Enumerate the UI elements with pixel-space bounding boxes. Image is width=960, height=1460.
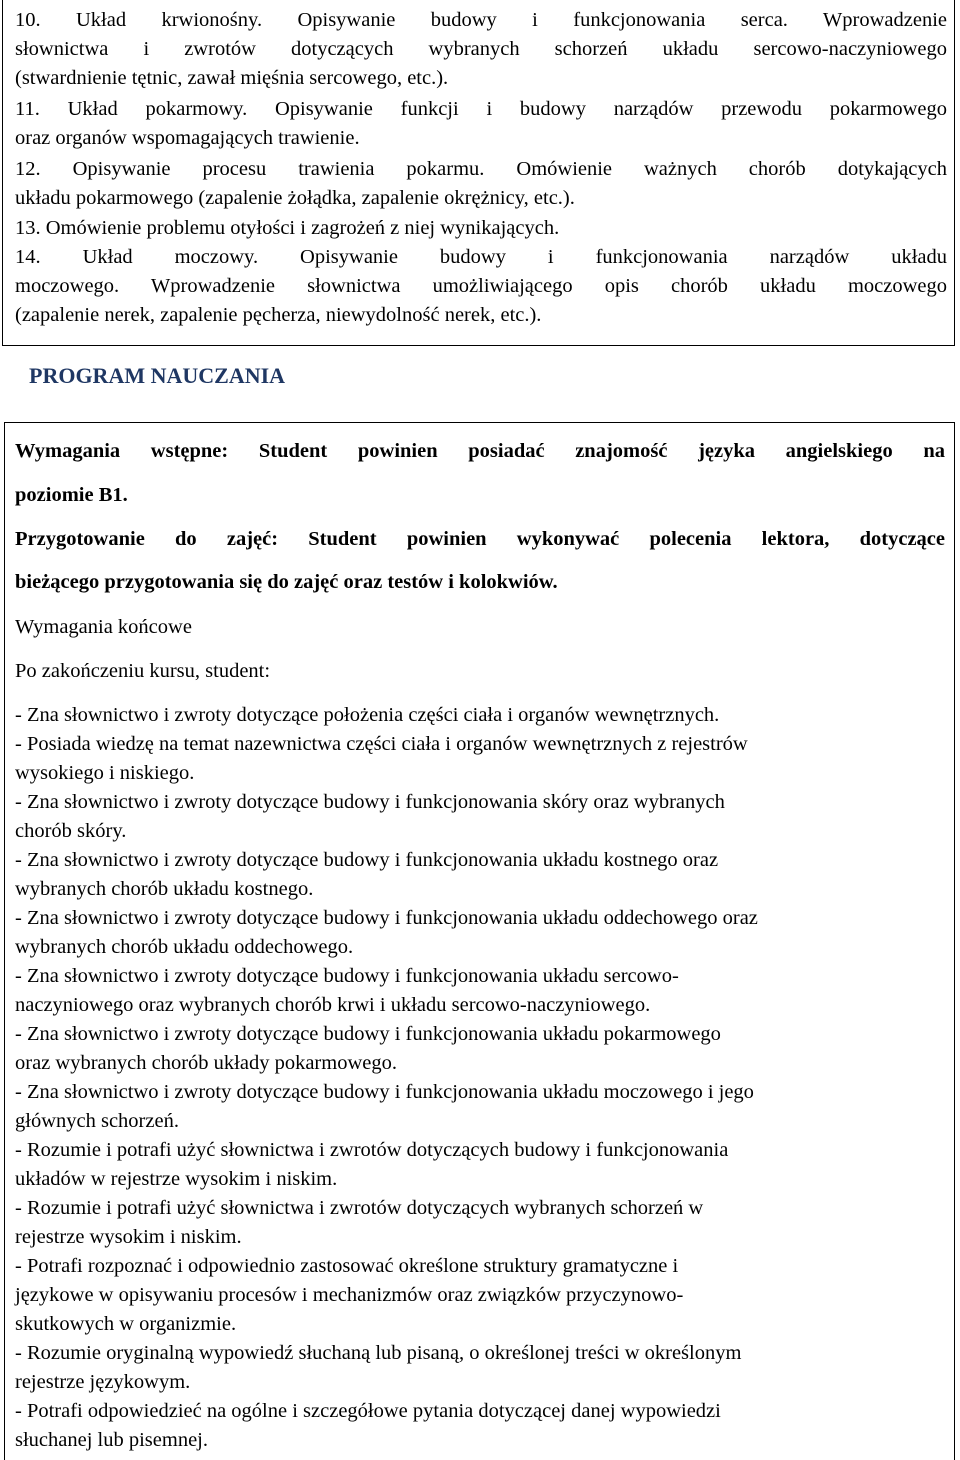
- final-requirements-title: Wymagania końcowe: [15, 616, 192, 638]
- outcome-line: - Rozumie i potrafi użyć słownictwa i zwrotów dotyczących budowy i funkcjonowania: [15, 1139, 729, 1161]
- requirement-line: poziomie B1.: [15, 484, 128, 506]
- section-heading: PROGRAM NAUCZANIA: [29, 363, 286, 388]
- outcome-line: - Zna słownictwo i zwroty dotyczące budowy i funkcjonowania układu moczowego i jego: [15, 1081, 754, 1103]
- outcome-line: naczyniowego oraz wybranych chorób krwi i układu sercowo-naczyniowego.: [15, 994, 651, 1016]
- outcome-line: językowe w opisywaniu procesów i mechanizmów oraz związków przyczynowo-: [15, 1284, 684, 1306]
- topic-line: (stwardnienie tętnic, zawał mięśnia sercowego, etc.).: [15, 67, 449, 89]
- outcome-line: wybranych chorób układu oddechowego.: [15, 936, 354, 958]
- outcome-line: słuchanej lub pisemnej.: [15, 1429, 208, 1451]
- requirement-line: bieżącego przygotowania się do zajęć oraz testów i kolokwiów.: [15, 571, 558, 593]
- requirements-box: [4, 422, 955, 1460]
- topic-line: 13. Omówienie problemu otyłości i zagrożeń z niej wynikających.: [15, 217, 560, 239]
- topic-line: 11. Układ pokarmowy. Opisywanie funkcji i budowy narządów przewodu pokarmowego: [15, 98, 947, 120]
- topic-line: moczowego. Wprowadzenie słownictwa umożliwiającego opis chorób układu moczowego: [15, 275, 947, 297]
- topic-line: układu pokarmowego (zapalenie żołądka, zapalenie okrężnicy, etc.).: [15, 187, 575, 209]
- outcome-line: skutkowych w organizmie.: [15, 1313, 237, 1335]
- outcome-line: chorób skóry.: [15, 820, 127, 842]
- outcome-line: wysokiego i niskiego.: [15, 762, 195, 784]
- requirement-line: Wymagania wstępne: Student powinien posiadać znajomość języka angielskiego na: [15, 440, 945, 462]
- outcome-line: - Posiada wiedzę na temat nazewnictwa części ciała i organów wewnętrznych z rejestrów: [15, 733, 748, 755]
- outcome-line: układów w rejestrze wysokim i niskim.: [15, 1168, 338, 1190]
- outcome-line: - Zna słownictwo i zwroty dotyczące położenia części ciała i organów wewnętrznych.: [15, 704, 720, 726]
- outcome-line: - Rozumie oryginalną wypowiedź słuchaną lub pisaną, o określonej treści w określonym: [15, 1342, 742, 1364]
- outcome-line: - Zna słownictwo i zwroty dotyczące budowy i funkcjonowania układu pokarmowego: [15, 1023, 721, 1045]
- course-outcome-intro: Po zakończeniu kursu, student:: [15, 660, 271, 682]
- outcome-line: rejestrze językowym.: [15, 1371, 191, 1393]
- outcome-line: oraz wybranych chorób układy pokarmowego.: [15, 1052, 397, 1074]
- topic-line: słownictwa i zwrotów dotyczących wybranych schorzeń układu sercowo-naczyniowego: [15, 38, 947, 60]
- outcome-line: rejestrze wysokim i niskim.: [15, 1226, 242, 1248]
- outcome-line: - Zna słownictwo i zwroty dotyczące budowy i funkcjonowania skóry oraz wybranych: [15, 791, 725, 813]
- outcome-line: - Potrafi rozpoznać i odpowiednio zastosować określone struktury gramatyczne i: [15, 1255, 679, 1277]
- topic-line: oraz organów wspomagających trawienie.: [15, 127, 360, 149]
- outcome-line: - Zna słownictwo i zwroty dotyczące budowy i funkcjonowania układu kostnego oraz: [15, 849, 719, 871]
- outcome-line: głównych schorzeń.: [15, 1110, 179, 1132]
- requirement-line: Przygotowanie do zajęć: Student powinien wykonywać polecenia lektora, dotyczące: [15, 528, 945, 550]
- outcome-line: - Zna słownictwo i zwroty dotyczące budowy i funkcjonowania układu sercowo-: [15, 965, 679, 987]
- outcome-line: - Zna słownictwo i zwroty dotyczące budowy i funkcjonowania układu oddechowego oraz: [15, 907, 758, 929]
- outcome-line: - Potrafi odpowiedzieć na ogólne i szczegółowe pytania dotyczącej danej wypowiedzi: [15, 1400, 721, 1422]
- topic-line: (zapalenie nerek, zapalenie pęcherza, niewydolność nerek, etc.).: [15, 304, 542, 326]
- outcome-line: - Rozumie i potrafi użyć słownictwa i zwrotów dotyczących wybranych schorzeń w: [15, 1197, 704, 1219]
- topic-line: 14. Układ moczowy. Opisywanie budowy i funkcjonowania narządów układu: [15, 246, 947, 268]
- topic-line: 12. Opisywanie procesu trawienia pokarmu. Omówienie ważnych chorób dotykających: [15, 158, 947, 180]
- course-topics-box: [2, 0, 955, 346]
- outcome-line: wybranych chorób układu kostnego.: [15, 878, 314, 900]
- topic-line: 10. Układ krwionośny. Opisywanie budowy i funkcjonowania serca. Wprowadzenie: [15, 9, 947, 31]
